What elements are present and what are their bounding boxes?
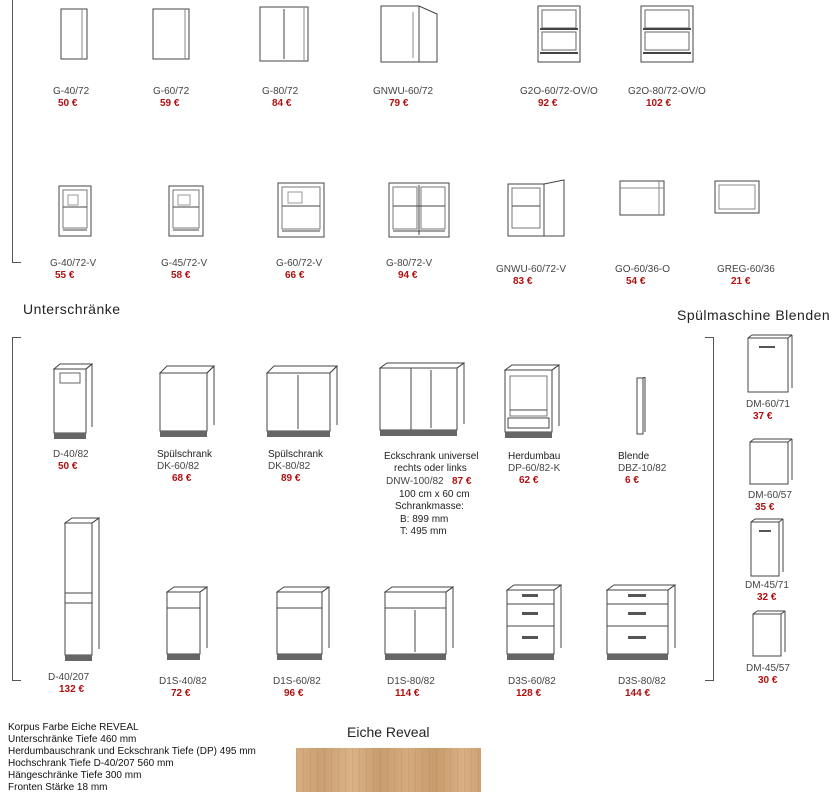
product-price: 87 € xyxy=(452,476,472,487)
product-price: 54 € xyxy=(626,276,646,287)
product-code: DBZ-10/82 xyxy=(618,463,667,474)
product-price: 114 € xyxy=(395,688,420,699)
product-code: DP-60/82-K xyxy=(508,463,561,474)
product-code: GNWU-60/72-V xyxy=(496,264,567,275)
panel-image-dm-60-71 xyxy=(747,334,793,394)
product-price: 132 € xyxy=(59,684,85,695)
note-line: Herdumbauschrank und Eckschrank Tiefe (DP) 495 mm xyxy=(8,746,256,757)
product-dimensions: 100 cm x 60 cm xyxy=(399,489,470,500)
color-swatch-title: Eiche Reveal xyxy=(347,724,430,740)
cabinet-image-g-80-72 xyxy=(259,6,309,62)
cabinet-image-gnwu-60-72-v xyxy=(506,178,566,238)
product-code: DK-80/82 xyxy=(268,461,311,472)
panel-image-dm-60-57 xyxy=(749,438,793,486)
cabinet-image-g2o-60-72-ov-o xyxy=(537,5,581,63)
cabinet-image-g2o-80-72-ov-o xyxy=(640,5,694,63)
product-depth: T: 495 mm xyxy=(400,526,447,537)
product-price: 62 € xyxy=(519,475,539,486)
wood-color-swatch xyxy=(296,748,481,792)
product-code: D-40/207 xyxy=(48,672,90,683)
product-price: 84 € xyxy=(272,98,292,109)
product-code: G-60/72 xyxy=(153,86,190,97)
product-code: D1S-60/82 xyxy=(273,676,321,687)
product-price: 59 € xyxy=(160,98,180,109)
cabinet-image-d1s-60-82 xyxy=(276,586,330,662)
product-price: 92 € xyxy=(538,98,558,109)
product-code: GNWU-60/72 xyxy=(373,86,434,97)
note-line: Fronten Stärke 18 mm xyxy=(8,782,108,793)
panel-image-dm-45-71 xyxy=(750,518,784,578)
product-code: DM-45/57 xyxy=(746,663,790,674)
product-price: 144 € xyxy=(625,688,651,699)
product-code: G2O-60/72-OV/O xyxy=(520,86,598,97)
specifications-notes xyxy=(8,722,256,794)
product-code: D3S-80/82 xyxy=(618,676,666,687)
note-line: Unterschränke Tiefe 460 mm xyxy=(8,734,137,745)
product-code: GO-60/36-O xyxy=(615,264,671,275)
product-code: G-40/72 xyxy=(53,86,90,97)
product-code: G-45/72-V xyxy=(161,258,208,269)
product-price: 55 € xyxy=(55,270,75,281)
product-price: 83 € xyxy=(513,276,533,287)
cabinet-image-go-60-36-o xyxy=(619,180,665,216)
product-label: Herdumbau xyxy=(508,451,561,462)
cabinet-image-dp-60-82-k xyxy=(504,364,560,440)
section-title-unterschraenke: Unterschränke xyxy=(23,301,121,317)
product-code: D3S-60/82 xyxy=(508,676,556,687)
product-price: 32 € xyxy=(757,592,777,603)
panel-image-dm-45-57 xyxy=(752,610,786,658)
cabinet-image-d3s-60-82 xyxy=(506,584,562,662)
blenden-bracket xyxy=(705,337,714,681)
note-line: Hochschrank Tiefe D-40/207 560 mm xyxy=(8,758,174,769)
product-price: 58 € xyxy=(171,270,191,281)
product-code: D-40/82 xyxy=(53,449,89,460)
cabinet-image-dnw-100-82 xyxy=(379,362,465,438)
product-code: DM-45/71 xyxy=(745,580,789,591)
product-code: DK-60/82 xyxy=(157,461,200,472)
product-price: 21 € xyxy=(731,276,751,287)
product-price: 72 € xyxy=(171,688,191,699)
product-code: D1S-40/82 xyxy=(159,676,207,687)
product-price: 30 € xyxy=(758,675,778,686)
product-label: Eckschrank universel xyxy=(384,451,479,462)
cabinet-image-g-40-72 xyxy=(60,8,88,60)
cabinet-image-g-60-72-v xyxy=(277,182,325,238)
product-price: 6 € xyxy=(625,475,639,486)
product-code: DM-60/57 xyxy=(748,490,792,501)
cabinet-image-d-40-82 xyxy=(53,363,93,441)
upper-cabinets-bracket xyxy=(12,0,21,263)
note-line: Korpus Farbe Eiche REVEAL xyxy=(8,722,139,733)
panel-image-dbz-10-82 xyxy=(636,377,646,437)
product-price: 66 € xyxy=(285,270,305,281)
product-code: G2O-80/72-OV/O xyxy=(628,86,706,97)
product-price: 37 € xyxy=(753,411,773,422)
cabinet-image-d1s-40-82 xyxy=(166,586,208,662)
product-price: 102 € xyxy=(646,98,672,109)
product-price: 50 € xyxy=(58,461,78,472)
product-width: B: 899 mm xyxy=(400,514,449,525)
cabinet-image-greg-60-36 xyxy=(714,180,760,214)
product-code: G-80/72 xyxy=(262,86,299,97)
cabinet-image-g-80-72-v xyxy=(388,182,450,238)
product-code: DNW-100/82 xyxy=(386,476,444,487)
cabinet-image-g-40-72-v xyxy=(58,185,92,237)
cabinet-image-d-40-207 xyxy=(64,517,100,663)
section-title-spuelmaschine: Spülmaschine Blenden xyxy=(677,307,831,323)
product-price: 35 € xyxy=(755,502,775,513)
product-code: G-80/72-V xyxy=(386,258,433,269)
product-code: D1S-80/82 xyxy=(387,676,435,687)
product-price: 50 € xyxy=(58,98,78,109)
product-label: Spülschrank xyxy=(157,449,213,460)
product-price: 94 € xyxy=(398,270,418,281)
note-line: Hängeschränke Tiefe 300 mm xyxy=(8,770,142,781)
cabinet-image-d3s-80-82 xyxy=(606,584,676,662)
cabinet-image-g-60-72 xyxy=(152,8,190,60)
product-masse-title: Schrankmasse: xyxy=(395,501,464,512)
product-price: 79 € xyxy=(389,98,409,109)
product-price: 68 € xyxy=(172,473,192,484)
product-code: DM-60/71 xyxy=(746,399,790,410)
product-code: G-60/72-V xyxy=(276,258,323,269)
lower-cabinets-bracket xyxy=(12,337,21,681)
product-code: G-40/72-V xyxy=(50,258,97,269)
product-code: GREG-60/36 xyxy=(717,264,775,275)
product-label-2: rechts oder links xyxy=(394,463,467,474)
cabinet-image-dk-60-82 xyxy=(159,365,215,439)
product-label: Blende xyxy=(618,451,650,462)
cabinet-image-dk-80-82 xyxy=(266,365,338,439)
product-price: 89 € xyxy=(281,473,301,484)
product-price: 96 € xyxy=(284,688,304,699)
cabinet-image-g-45-72-v xyxy=(168,185,204,237)
cabinet-image-d1s-80-82 xyxy=(384,586,454,662)
product-price: 128 € xyxy=(516,688,542,699)
cabinet-image-gnwu-60-72 xyxy=(379,2,439,64)
product-label: Spülschrank xyxy=(268,449,324,460)
